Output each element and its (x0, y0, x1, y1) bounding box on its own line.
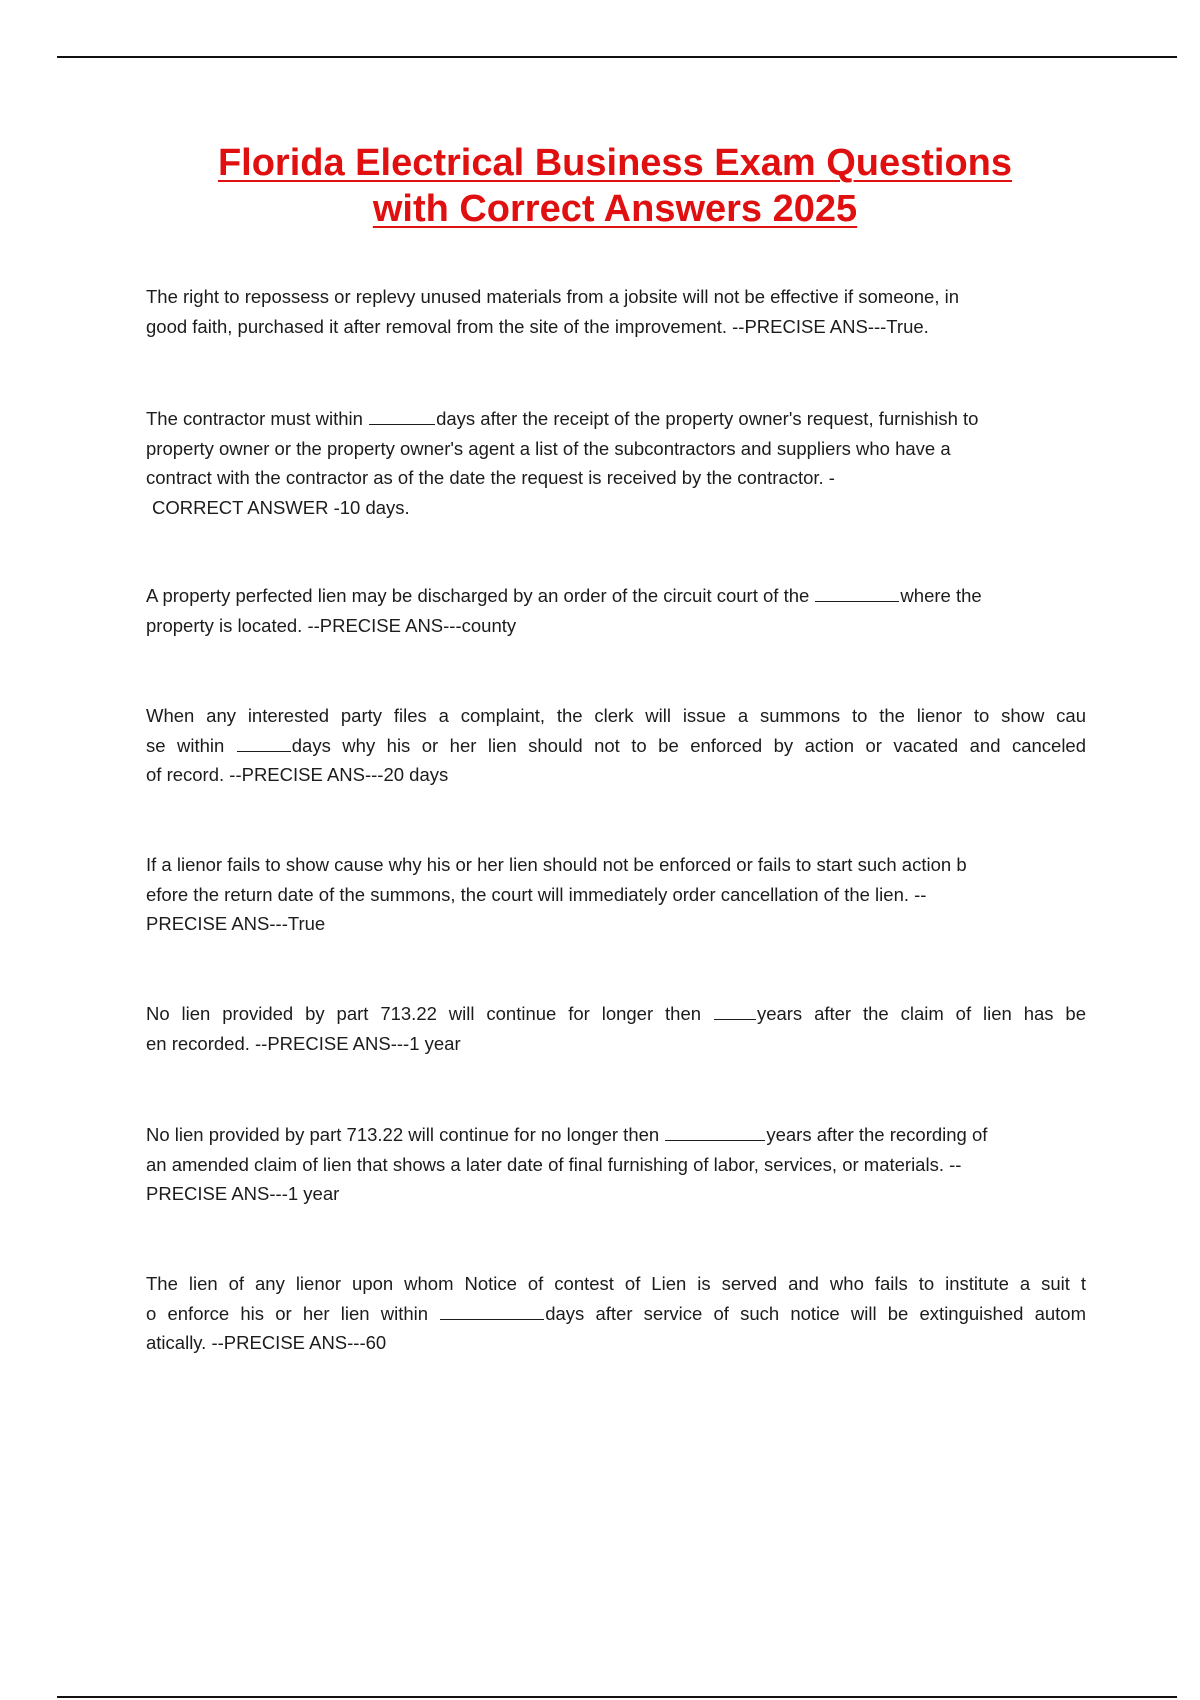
question-4-line-2 (146, 731, 1086, 761)
question-4 (146, 701, 1086, 790)
question-5-line-3: PRECISE ANS---True (146, 913, 326, 934)
answer-blank (665, 1122, 765, 1141)
question-8-line-2 (146, 1299, 1086, 1329)
question-7-text-after-blank: years after the recording of (766, 1124, 988, 1145)
question-3 (146, 581, 1086, 640)
answer-blank (714, 1001, 756, 1020)
question-3-line-1 (146, 581, 1086, 611)
question-6-text-before-blank: No lien provided by part 713.22 will continue for longer then (146, 1003, 713, 1024)
answer-blank (815, 583, 899, 602)
title-line-1: Florida Electrical Business Exam Questions (217, 142, 1013, 184)
question-8-line-3: atically. --PRECISE ANS---60 (146, 1332, 387, 1353)
question-2-text-before-blank: The contractor must within (146, 408, 369, 429)
question-8-text-after-blank: days after service of such notice will be extinguished autom (545, 1302, 1086, 1324)
question-2-answer: CORRECT ANSWER -10 days. (152, 496, 410, 518)
question-8 (146, 1269, 1086, 1358)
question-8-text-before-blank: o enforce his or her lien within (146, 1302, 440, 1324)
title-line-2: with Correct Answers 2025 (372, 188, 858, 230)
answer-blank (369, 406, 435, 425)
question-4-text-after-blank: days why his or her lien should not to be enforced by action or vacated and canceled (291, 734, 1087, 756)
question-1-line-1: The right to repossess or replevy unused materials from a jobsite will not be effective if someone, in (146, 286, 960, 307)
question-4-line-1: When any interested party files a complaint, the clerk will issue a summons to the lienor to show cau (146, 705, 1086, 726)
question-4-line-3: of record. --PRECISE ANS---20 days (146, 764, 449, 785)
question-6 (146, 999, 1086, 1058)
question-2-text-after-blank: days after the receipt of the property owner's request, furnishish to (436, 408, 979, 429)
question-2 (146, 404, 1086, 522)
answer-blank (237, 733, 291, 752)
header-rule (57, 56, 1177, 58)
document-title (120, 140, 1110, 232)
question-6-text-after-blank: years after the claim of lien has be (756, 1003, 1086, 1024)
question-7-text-before-blank: No lien provided by part 713.22 will continue for no longer then (146, 1124, 665, 1145)
question-6-line-1 (146, 999, 1086, 1029)
question-7-line-3: PRECISE ANS---1 year (146, 1183, 340, 1204)
question-3-text-before-blank: A property perfected lien may be discharged by an order of the circuit court of the (146, 585, 815, 606)
footer-rule (57, 1696, 1177, 1698)
question-7-line-1 (146, 1120, 1086, 1150)
question-2-line-3: contract with the contractor as of the date the request is received by the contractor. - (146, 467, 835, 488)
question-1-line-2: good faith, purchased it after removal from the site of the improvement. --PRECISE ANS---True. (146, 315, 929, 337)
question-7 (146, 1120, 1086, 1209)
question-5-line-1: If a lienor fails to show cause why his or her lien should not be enforced or fails to start such action b (146, 854, 967, 875)
question-8-line-1: The lien of any lienor upon whom Notice of contest of Lien is served and who fails to institute a suit t (146, 1273, 1086, 1294)
question-3-text-after-blank: where the (900, 585, 982, 606)
question-2-line-2: property owner or the property owner's agent a list of the subcontractors and suppliers who have a (146, 437, 951, 459)
question-6-line-2: en recorded. --PRECISE ANS---1 year (146, 1032, 461, 1054)
question-4-text-before-blank: se within (146, 734, 236, 756)
question-5 (146, 850, 1086, 939)
question-7-line-2: an amended claim of lien that shows a later date of final furnishing of labor, services, or materials. -- (146, 1153, 962, 1175)
question-5-line-2: efore the return date of the summons, the court will immediately order cancellation of the lien. -- (146, 883, 927, 905)
question-3-line-2: property is located. --PRECISE ANS---county (146, 614, 517, 636)
question-2-line-1 (146, 404, 1086, 434)
question-1 (146, 282, 1086, 341)
answer-blank (440, 1301, 544, 1320)
